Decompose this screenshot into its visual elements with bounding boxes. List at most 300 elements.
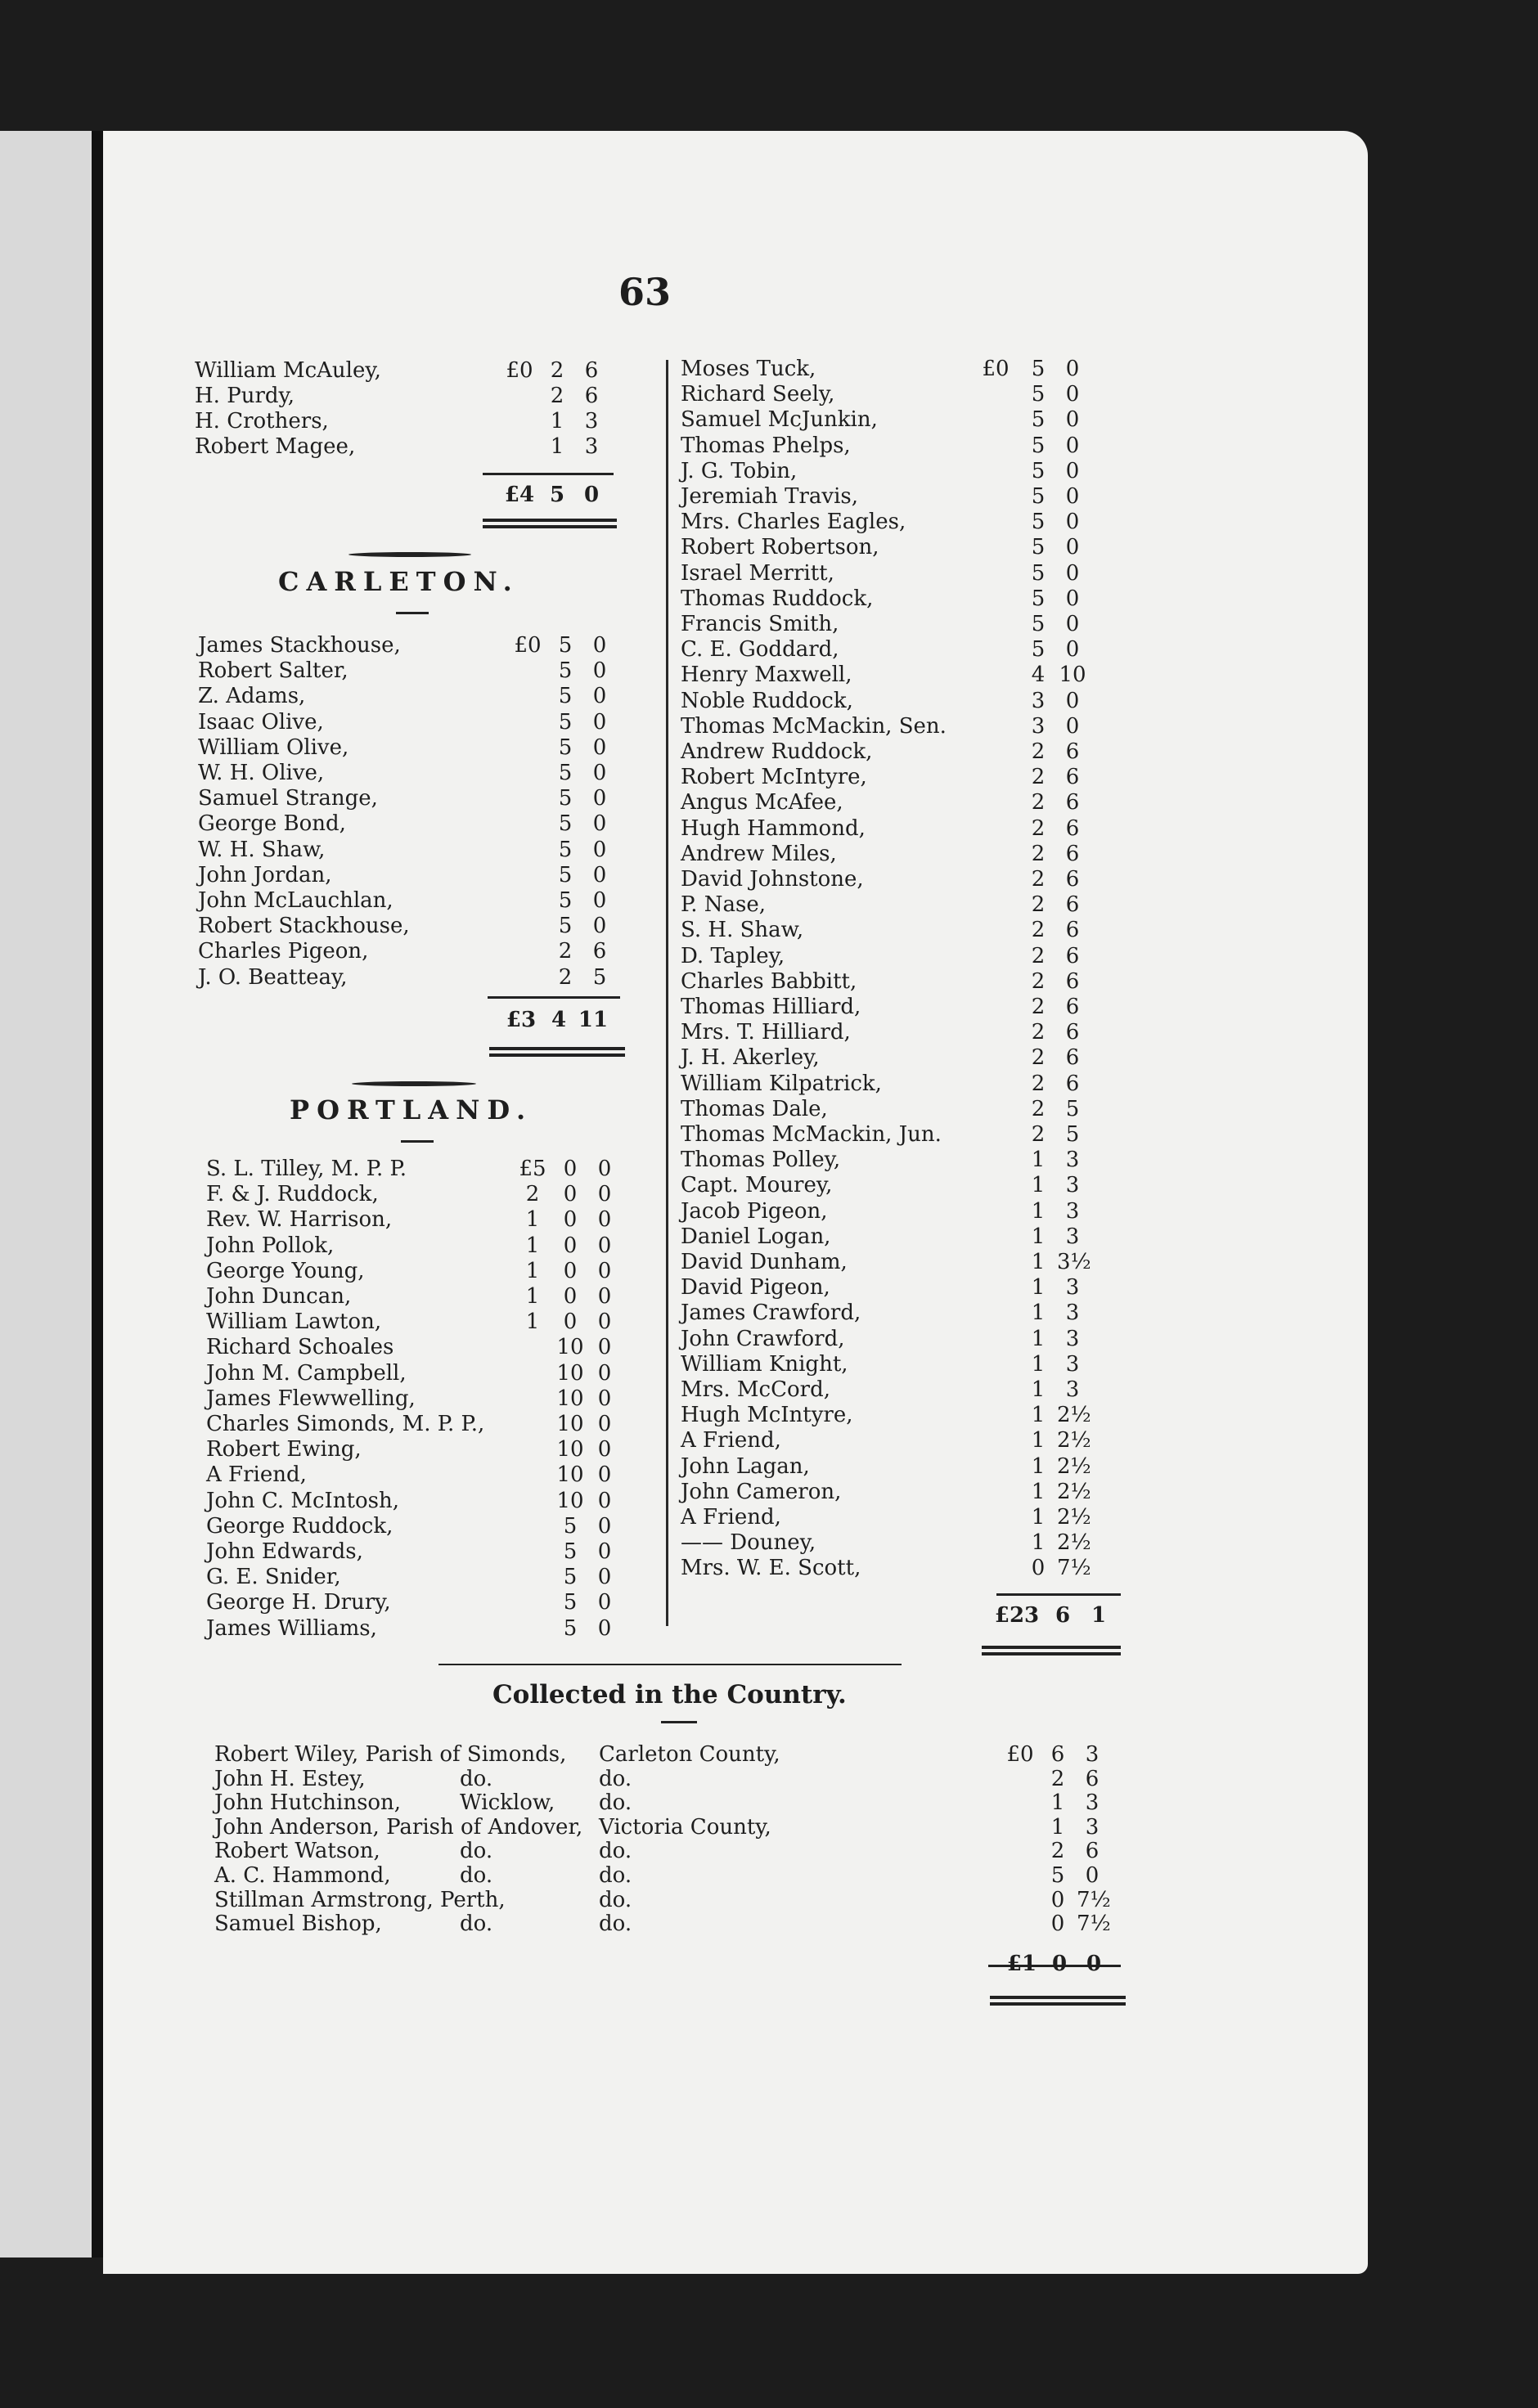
ledger-row xyxy=(681,434,1122,458)
amount-pence: 5 xyxy=(1065,1096,1080,1121)
contributor-name: John Pollok, xyxy=(206,1233,335,1258)
contributor-name: A Friend, xyxy=(681,1428,781,1453)
ledger-row xyxy=(214,1815,1131,1840)
ledger-row xyxy=(681,892,1122,917)
contributor-name: James Flewwelling, xyxy=(206,1386,416,1411)
contributor-place: Wicklow, xyxy=(460,1790,555,1816)
ledger-row xyxy=(681,842,1122,866)
ledger-row xyxy=(214,1912,1131,1936)
contributor-name: Francis Smith, xyxy=(681,612,839,636)
ledger-row xyxy=(681,1173,1122,1197)
amount-pounds: £0 xyxy=(514,633,542,658)
contributor-name: Israel Merritt, xyxy=(681,560,834,586)
amount-shillings: 5 xyxy=(1031,407,1046,433)
amount-shillings: 5 xyxy=(1031,433,1046,458)
amount-shillings: 5 xyxy=(1031,458,1046,483)
ledger-row xyxy=(198,633,623,658)
amount-shillings: 10 xyxy=(556,1488,584,1513)
ledger-row xyxy=(681,1428,1122,1453)
amount-shillings: 4 xyxy=(1031,663,1046,688)
contributor-place: do. xyxy=(460,1912,493,1937)
sum-rule xyxy=(488,996,620,999)
column-divider xyxy=(666,360,668,1626)
amount-shillings: 1 xyxy=(1031,1275,1046,1301)
amount-shillings: 3 xyxy=(1031,713,1046,739)
amount-pounds: £0 xyxy=(982,357,1010,381)
contributor-name: Noble Ruddock, xyxy=(681,688,853,713)
contributor-name: George Ruddock, xyxy=(206,1513,393,1539)
amount-shillings: 0 xyxy=(563,1157,578,1181)
ledger-row xyxy=(198,684,623,708)
contributor-name: S. L. Tilley, M. P. P. xyxy=(206,1157,407,1181)
total-pence: 0 xyxy=(583,483,600,507)
amount-shillings: 1 xyxy=(1031,1530,1046,1556)
ledger-row xyxy=(214,1767,1131,1791)
ledger-row xyxy=(214,1742,1131,1767)
ledger-row xyxy=(195,409,620,434)
amount-pence: 0 xyxy=(597,1539,612,1564)
ledger-row xyxy=(198,811,623,836)
amount-pence: 10 xyxy=(1059,663,1086,688)
ledger-row xyxy=(206,1616,632,1641)
contributor-name: Robert McIntyre, xyxy=(681,765,867,790)
amount-shillings: 2 xyxy=(1031,943,1046,968)
contributor-name: Mrs. W. E. Scott, xyxy=(681,1556,861,1581)
amount-shillings: 5 xyxy=(563,1565,578,1590)
total-pence: 11 xyxy=(578,1008,609,1032)
amount-shillings: 2 xyxy=(1031,765,1046,790)
amount-pence: 0 xyxy=(1065,535,1080,560)
amount-pence: 6 xyxy=(1065,1071,1080,1096)
contributor-name: C. E. Goddard, xyxy=(681,637,839,663)
contributor-name: David Pigeon, xyxy=(681,1275,830,1301)
ledger-row xyxy=(681,1122,1122,1147)
amount-pence: 0 xyxy=(597,1437,612,1462)
contributor-name: William Kilpatrick, xyxy=(681,1071,882,1096)
ledger-row xyxy=(681,1045,1122,1070)
amount-shillings: 5 xyxy=(1031,612,1046,636)
contributor-name: Daniel Logan, xyxy=(681,1224,831,1249)
amount-pence: 0 xyxy=(592,862,607,887)
ledger-row xyxy=(681,535,1122,559)
amount-pence: 6 xyxy=(1065,841,1080,866)
amount-pence: 6 xyxy=(1065,815,1080,841)
heading-dash xyxy=(401,1140,434,1143)
amount-pence: 3 xyxy=(1065,1377,1080,1402)
ledger-row xyxy=(198,888,623,913)
ledger-row xyxy=(681,1454,1122,1479)
contributor-name: John C. McIntosh, xyxy=(206,1488,399,1513)
contributor-name: Mrs. McCord, xyxy=(681,1377,830,1402)
amount-shillings: 2 xyxy=(1031,1045,1046,1071)
ledger-row xyxy=(681,382,1122,407)
total-pence: 1 xyxy=(1091,1603,1107,1628)
amount-pence: 3 xyxy=(584,434,599,459)
amount-pence: 7½ xyxy=(1057,1556,1091,1581)
contributor-name: John Hutchinson, xyxy=(214,1790,402,1816)
amount-pence: 6 xyxy=(1065,968,1080,994)
ledger-row xyxy=(681,1020,1122,1045)
amount-shillings: 10 xyxy=(556,1360,584,1386)
amount-shillings: 0 xyxy=(563,1207,578,1233)
amount-pence: 3 xyxy=(1065,1351,1080,1377)
amount-pence: 0 xyxy=(597,1157,612,1181)
contributor-name: Moses Tuck, xyxy=(681,357,816,381)
amount-shillings: 1 xyxy=(1031,1148,1046,1173)
amount-shillings: 5 xyxy=(563,1615,578,1641)
contributor-name: Thomas McMackin, Sen. xyxy=(681,713,947,739)
ledger-row xyxy=(206,1310,632,1334)
total-double-rule xyxy=(489,1047,625,1057)
contributor-name: William Knight, xyxy=(681,1351,848,1377)
amount-pence: 0 xyxy=(1065,458,1080,483)
amount-pence: 0 xyxy=(597,1258,612,1283)
contributor-name: Rev. W. Harrison, xyxy=(206,1207,393,1233)
amount-pence: 0 xyxy=(592,735,607,760)
amount-shillings: 1 xyxy=(1031,1224,1046,1249)
amount-shillings: 5 xyxy=(1031,382,1046,407)
amount-shillings: 5 xyxy=(563,1590,578,1615)
amount-pence: 6 xyxy=(1065,1045,1080,1071)
amount-shillings: 1 xyxy=(1031,1301,1046,1326)
ledger-row xyxy=(206,1489,632,1513)
contributor-name: G. E. Snider, xyxy=(206,1565,341,1590)
contributor-name: H. Purdy, xyxy=(195,384,295,408)
contributor-name: John McLauchlan, xyxy=(198,888,393,913)
contributor-name: Robert Magee, xyxy=(195,434,356,459)
contributor-name: A Friend, xyxy=(681,1505,781,1530)
contributor-name: Robert Salter, xyxy=(198,658,349,684)
ledger-row xyxy=(681,790,1122,815)
total-double-rule xyxy=(990,1996,1126,2006)
ledger-row xyxy=(206,1207,632,1232)
contributor-name: S. H. Shaw, xyxy=(681,918,804,943)
contributor-county: do. xyxy=(599,1790,632,1816)
amount-shillings: 5 xyxy=(1050,1863,1065,1888)
contributor-name: John Jordan, xyxy=(198,862,332,887)
contributor-name: James Williams, xyxy=(206,1615,377,1641)
contributor-name: J. H. Akerley, xyxy=(681,1045,820,1071)
amount-pence: 3½ xyxy=(1057,1250,1091,1274)
amount-shillings: 2 xyxy=(1031,1096,1046,1121)
amount-shillings: 5 xyxy=(563,1539,578,1564)
contributor-name: Andrew Ruddock, xyxy=(681,739,873,764)
amount-shillings: 2 xyxy=(1031,1122,1046,1147)
amount-shillings: 2 xyxy=(550,384,564,408)
amount-shillings: 1 xyxy=(1031,1250,1046,1274)
amount-shillings: 1 xyxy=(1050,1790,1065,1816)
amount-pence: 0 xyxy=(597,1590,612,1615)
amount-shillings: 5 xyxy=(558,786,573,811)
amount-shillings: 1 xyxy=(1031,1326,1046,1351)
ledger-row xyxy=(198,838,623,862)
amount-shillings: 5 xyxy=(1031,484,1046,509)
amount-shillings: 10 xyxy=(556,1412,584,1436)
ledger-row xyxy=(195,434,620,459)
ledger-row xyxy=(198,761,623,785)
amount-shillings: 5 xyxy=(558,862,573,887)
amount-shillings: 0 xyxy=(1050,1887,1065,1912)
contributor-name: Capt. Mourey, xyxy=(681,1173,833,1198)
total-shillings: 0 xyxy=(1051,1952,1068,1976)
amount-pence: 0 xyxy=(597,1284,612,1309)
ledger-row xyxy=(681,765,1122,789)
amount-pence: 6 xyxy=(1065,995,1080,1019)
amount-shillings: 1 xyxy=(1031,1505,1046,1530)
amount-pence: 3 xyxy=(1065,1224,1080,1249)
contributor-name: John M. Campbell, xyxy=(206,1360,407,1386)
heading-dash xyxy=(661,1721,697,1723)
ledger-row xyxy=(681,1071,1122,1096)
contributor-name: Robert Wiley, Parish of Simonds, xyxy=(214,1742,567,1767)
amount-shillings: 1 xyxy=(1031,1173,1046,1198)
page-number: 63 xyxy=(618,270,672,314)
contributor-name: W. H. Shaw, xyxy=(198,837,326,862)
contributor-name: Hugh Hammond, xyxy=(681,815,866,841)
section-ornament xyxy=(352,1081,476,1086)
total-shillings: 4 xyxy=(551,1008,567,1032)
contributor-name: James Crawford, xyxy=(681,1301,861,1326)
contributor-place: do. xyxy=(460,1766,493,1791)
contributor-name: Robert Ewing, xyxy=(206,1437,362,1462)
total-pounds: £23 xyxy=(994,1603,1040,1628)
ledger-row xyxy=(681,1530,1122,1555)
contributor-name: Z. Adams, xyxy=(198,684,306,709)
amount-pence: 7½ xyxy=(1077,1887,1111,1912)
contributor-name: Robert Watson, xyxy=(214,1839,380,1864)
contributor-name: James Stackhouse, xyxy=(198,633,401,658)
amount-pence: 0 xyxy=(1065,357,1080,381)
ledger-row xyxy=(214,1790,1131,1815)
amount-pence: 0 xyxy=(592,914,607,939)
amount-pounds: £5 xyxy=(519,1157,546,1181)
sum-rule xyxy=(483,473,614,475)
amount-shillings: 2 xyxy=(1050,1839,1065,1864)
amount-pence: 0 xyxy=(597,1233,612,1258)
ledger-row xyxy=(206,1233,632,1258)
heading-dash xyxy=(396,612,429,614)
total-pounds: £1 xyxy=(1006,1952,1037,1976)
contributor-name: David Dunham, xyxy=(681,1250,848,1274)
amount-shillings: 2 xyxy=(1031,1071,1046,1096)
ledger-row xyxy=(681,1403,1122,1427)
amount-pounds: 1 xyxy=(525,1233,540,1258)
amount-pence: 6 xyxy=(1065,943,1080,968)
ledger-row xyxy=(681,1556,1122,1580)
amount-pence: 0 xyxy=(1065,688,1080,713)
amount-pence: 3 xyxy=(584,409,599,434)
amount-pounds: 1 xyxy=(525,1207,540,1233)
ledger-row xyxy=(198,939,623,964)
adjacent-page-edge xyxy=(0,131,92,2258)
contributor-name: Richard Schoales xyxy=(206,1335,394,1360)
contributor-county: do. xyxy=(599,1887,632,1912)
amount-pence: 3 xyxy=(1065,1173,1080,1198)
amount-pence: 0 xyxy=(597,1207,612,1233)
amount-shillings: 0 xyxy=(563,1182,578,1207)
contributor-county: do. xyxy=(599,1839,632,1864)
amount-shillings: 2 xyxy=(1031,995,1046,1019)
amount-shillings: 1 xyxy=(550,434,564,459)
amount-shillings: 5 xyxy=(1031,560,1046,586)
total-pounds: £3 xyxy=(506,1008,537,1032)
ledger-row xyxy=(206,1565,632,1589)
contributor-name: J. G. Tobin, xyxy=(681,458,798,483)
ledger-row xyxy=(206,1539,632,1564)
amount-pence: 0 xyxy=(1065,382,1080,407)
amount-shillings: 5 xyxy=(1031,586,1046,611)
amount-shillings: 6 xyxy=(1050,1742,1065,1767)
amount-pence: 0 xyxy=(592,786,607,811)
contributor-name: Hugh McIntyre, xyxy=(681,1403,853,1428)
amount-shillings: 5 xyxy=(1031,357,1046,381)
contributor-name: Robert Stackhouse, xyxy=(198,914,410,939)
section-ornament xyxy=(349,552,471,557)
ledger-row xyxy=(681,1199,1122,1224)
amount-pence: 3 xyxy=(1065,1198,1080,1224)
contributor-name: Thomas McMackin, Jun. xyxy=(681,1122,942,1147)
contributor-name: Robert Robertson, xyxy=(681,535,879,560)
amount-shillings: 10 xyxy=(556,1386,584,1411)
total-shillings: 5 xyxy=(549,483,565,507)
ledger-row xyxy=(206,1437,632,1462)
contributor-name: Richard Seely, xyxy=(681,382,835,407)
contributor-county: do. xyxy=(599,1863,632,1888)
contributor-name: Mrs. T. Hilliard, xyxy=(681,1020,851,1045)
contributor-name: Andrew Miles, xyxy=(681,841,837,866)
contributor-name: Isaac Olive, xyxy=(198,709,324,735)
amount-pounds: 1 xyxy=(525,1284,540,1309)
amount-shillings: 5 xyxy=(558,914,573,939)
amount-shillings: 1 xyxy=(1031,1377,1046,1402)
ledger-row xyxy=(198,658,623,683)
amount-pence: 2½ xyxy=(1057,1403,1091,1428)
amount-shillings: 2 xyxy=(1031,968,1046,994)
contributor-name: D. Tapley, xyxy=(681,943,785,968)
contributor-name: William McAuley, xyxy=(195,358,381,383)
amount-pence: 2½ xyxy=(1057,1428,1091,1453)
amount-pounds: 1 xyxy=(525,1310,540,1335)
amount-shillings: 5 xyxy=(1031,637,1046,663)
amount-pence: 6 xyxy=(584,358,599,383)
amount-shillings: 5 xyxy=(1031,535,1046,560)
amount-pence: 5 xyxy=(1065,1122,1080,1147)
amount-shillings: 0 xyxy=(563,1284,578,1309)
ledger-row xyxy=(206,1182,632,1206)
amount-shillings: 0 xyxy=(563,1233,578,1258)
ledger-row xyxy=(206,1361,632,1386)
amount-pence: 7½ xyxy=(1077,1912,1111,1937)
contributor-county: Carleton County, xyxy=(599,1742,780,1767)
contributor-name: Thomas Hilliard, xyxy=(681,995,861,1019)
amount-pence: 0 xyxy=(597,1565,612,1590)
ledger-row xyxy=(681,995,1122,1019)
contributor-name: John Duncan, xyxy=(206,1284,352,1309)
contributor-name: Jeremiah Travis, xyxy=(681,484,858,509)
ledger-row xyxy=(681,944,1122,968)
amount-pence: 0 xyxy=(597,1310,612,1335)
ledger-row xyxy=(681,586,1122,611)
amount-shillings: 2 xyxy=(1031,918,1046,943)
amount-pence: 0 xyxy=(592,709,607,735)
contributor-name: John H. Estey, xyxy=(214,1766,366,1791)
amount-pence: 6 xyxy=(1065,892,1080,918)
amount-shillings: 5 xyxy=(558,658,573,684)
ledger-row xyxy=(681,1097,1122,1121)
ledger-row xyxy=(681,1301,1122,1325)
contributor-name: Thomas Polley, xyxy=(681,1148,841,1173)
ledger-row xyxy=(198,786,623,811)
contributor-name: Samuel Bishop, xyxy=(214,1912,382,1937)
amount-pence: 0 xyxy=(597,1182,612,1207)
ledger-row xyxy=(198,965,623,990)
ledger-row xyxy=(681,663,1122,687)
total-shillings: 6 xyxy=(1055,1603,1071,1628)
amount-pence: 0 xyxy=(1065,510,1080,535)
amount-shillings: 5 xyxy=(558,633,573,658)
contributor-name: Thomas Phelps, xyxy=(681,433,851,458)
contributor-place: do. xyxy=(460,1839,493,1864)
carleton-heading: CARLETON. xyxy=(278,566,519,597)
amount-shillings: 0 xyxy=(1031,1556,1046,1581)
amount-pence: 3 xyxy=(1065,1275,1080,1301)
contributor-name: Samuel Strange, xyxy=(198,786,378,811)
ledger-row xyxy=(214,1863,1131,1888)
amount-pence: 0 xyxy=(597,1412,612,1436)
amount-pence: 6 xyxy=(1065,765,1080,790)
amount-pence: 6 xyxy=(1085,1839,1100,1864)
total-pounds: £4 xyxy=(504,483,535,507)
contributor-name: John Crawford, xyxy=(681,1326,845,1351)
amount-pence: 0 xyxy=(592,658,607,684)
amount-pence: 2½ xyxy=(1057,1505,1091,1530)
ledger-row xyxy=(206,1284,632,1309)
amount-shillings: 1 xyxy=(1031,1198,1046,1224)
contributor-name: H. Crothers, xyxy=(195,409,329,434)
ledger-row xyxy=(198,914,623,938)
amount-pence: 0 xyxy=(1065,433,1080,458)
contributor-name: John Edwards, xyxy=(206,1539,363,1564)
amount-pence: 0 xyxy=(1065,586,1080,611)
ledger-row xyxy=(214,1888,1131,1912)
amount-shillings: 0 xyxy=(563,1258,578,1283)
contributor-name: John Cameron, xyxy=(681,1479,842,1504)
ledger-row xyxy=(681,407,1122,432)
ledger-row xyxy=(206,1590,632,1615)
ledger-row xyxy=(206,1514,632,1539)
amount-shillings: 1 xyxy=(550,409,564,434)
amount-shillings: 10 xyxy=(556,1437,584,1462)
amount-pence: 0 xyxy=(1065,637,1080,663)
amount-shillings: 2 xyxy=(1031,867,1046,892)
amount-pence: 0 xyxy=(592,811,607,837)
amount-shillings: 2 xyxy=(1031,841,1046,866)
amount-pence: 0 xyxy=(1065,713,1080,739)
contributor-name: George Bond, xyxy=(198,811,346,837)
ledger-row xyxy=(206,1335,632,1359)
section-rule xyxy=(438,1664,902,1665)
contributor-name: Stillman Armstrong, Perth, xyxy=(214,1887,506,1912)
amount-pence: 6 xyxy=(1065,790,1080,815)
amount-pence: 6 xyxy=(592,939,607,964)
amount-pence: 3 xyxy=(1085,1742,1100,1767)
amount-pence: 0 xyxy=(597,1615,612,1641)
amount-pence: 2½ xyxy=(1057,1479,1091,1504)
ledger-row xyxy=(681,739,1122,764)
amount-shillings: 1 xyxy=(1031,1351,1046,1377)
ledger-row xyxy=(206,1412,632,1436)
ledger-row xyxy=(198,863,623,887)
